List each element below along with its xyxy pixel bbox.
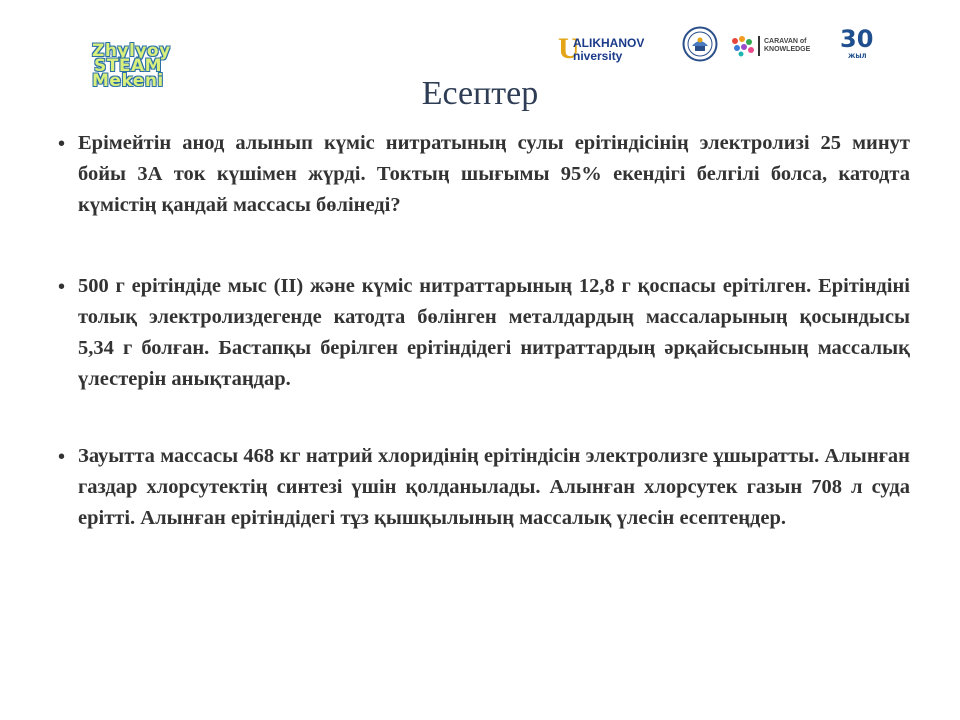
problem-list <box>58 128 910 534</box>
logo-line-2: STEAM <box>94 56 163 76</box>
caravan-icon <box>730 34 756 58</box>
logo-line-1: Zhylyoy <box>92 41 171 61</box>
bullet-icon: • <box>58 276 66 298</box>
bullet-icon: • <box>58 446 66 468</box>
anniversary-sub: ЖЫЛ <box>848 53 867 60</box>
seal-icon <box>682 26 718 62</box>
problem-text-2: 500 г ерітіндіде мыс (II) және күміс нитраттарының 12,8 г қоспасы ерітілген. Ерітіндіні толық электролиздегенде катодта бөлінген металдардың массаларының қосындысы 5,34 г болған. Бастапқы берілген ерітіндідегі нитраттардың әрқайсысының массалық үлестерін анықтаңдар. <box>78 275 910 390</box>
list-item <box>58 441 910 534</box>
page-title: Есептер <box>421 75 539 112</box>
problem-text-3: Зауытта массасы 468 кг натрий хлоридінің ерітіндісін электролизге ұшыратты. Алынған газдар хлорсутектің синтезі үшін қолданылады. Алынған хлорсутек газын 708 л суда ерітті. Алынған ерітіндідегі тұз қышқылының массалық үлесін есептеңдер. <box>78 445 910 529</box>
caravan-divider <box>758 36 760 56</box>
uni-line-1: ALIKHANOV <box>573 36 645 50</box>
caravan-line-2: KNOWLEDGE <box>764 46 811 53</box>
bullet-icon: • <box>58 133 66 155</box>
partner-logos <box>558 26 888 68</box>
caravan-line-1: CARAVAN of <box>764 38 807 45</box>
caravan-text <box>764 38 810 54</box>
list-item <box>58 128 910 221</box>
logo-line-3: Mekeni <box>92 71 164 91</box>
uni-line-2: niversity <box>573 49 623 63</box>
list-item <box>58 271 910 395</box>
anniversary-logo <box>840 26 886 66</box>
alikhanov-university-logo <box>558 34 666 64</box>
uni-letter: U <box>558 32 580 65</box>
problem-text-1: Ерімейтін анод алынып күміс нитратының сулы ерітіндісінің электролизі 25 минут бойы 3А ток күшімен жүрді. Токтың шығымы 95% екендігі белгілі болса, катодта күмістің қандай массасы бөлінеді? <box>78 132 910 216</box>
caravan-of-knowledge-logo <box>730 34 830 58</box>
anniversary-number: 30 <box>840 25 874 53</box>
